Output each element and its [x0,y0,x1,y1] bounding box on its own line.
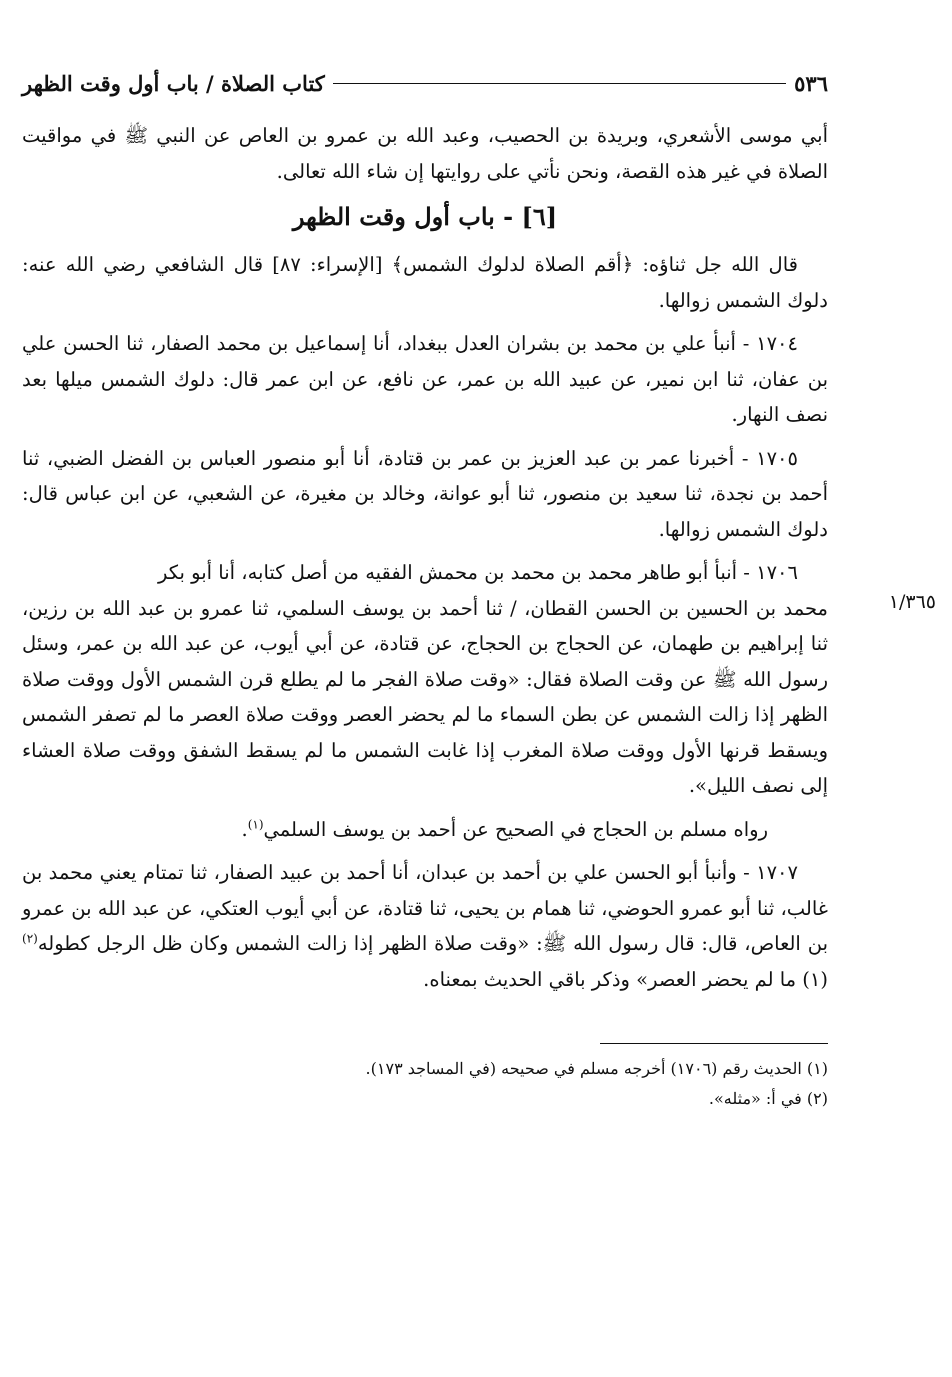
continuation-paragraph: أبي موسى الأشعري، وبريدة بن الحصيب، وعبد الله بن عمرو بن العاص عن النبي ﷺ في مواقيت الصلاة في غير هذه القصة، ونحن نأتي على روايتها إن شاء الله تعالى. [22,124,828,183]
book-page [22,66,936,1114]
intro-paragraph: قال الله جل ثناؤه: ﴿أقم الصلاة لدلوك الشمس﴾ [الإسراء: ٨٧] قال الشافعي رضي الله عنه: دلوك الشمس زوالها. [22,253,828,312]
hadith-1706-block [22,555,936,804]
margin-volume-page-note: ١/٣٦٥ [888,591,936,613]
hadith-1707-text-b: (١) ما لم يحضر العصر» وذكر باقي الحديث بمعناه. [423,967,828,991]
hadith-1705: ١٧٠٥ - أخبرنا عمر بن عبد العزيز بن عمر بن قتادة، أنا أبو منصور العباس بن الفضل الضبي، ثنا أحمد بن نجدة، ثنا سعيد بن منصور، ثنا أبو عوانة، وخالد بن مغيرة، عن الشعبي، عن ابن عباس قال: دلوك الشمس زوالها. [22,446,828,541]
riwaya-end: . [241,817,248,841]
chapter-heading: [٦] - باب أول وقت الظهر [292,202,558,231]
footnote-2: (٢) في أ: «مثله». [708,1089,828,1108]
footnote-rule [600,1043,828,1044]
hadith-1707-text-a: ١٧٠٧ - وأنبأ أبو الحسن علي بن أحمد بن عبدان، أنا أحمد بن عبيد الصفار، ثنا تمتام يعني محمد بن غالب، ثنا أبو عمرو الحوضي، ثنا همام بن يحيى، ثنا قتادة، عن أبي أيوب العتكي، عن عبد الله بن عمرو بن العاص، قال: قال رسول الله ﷺ: «وقت صلاة الظهر إذا زالت الشمس وكان ظل الرجل كطوله [22,861,828,955]
hadith-1706-line-a: ١٧٠٦ - أنبأ أبو طاهر محمد بن محمد بن محمش الفقيه من أصل كتابه، أنا أبو بكر [158,561,798,584]
footnote-ref-1: (١) [247,817,264,831]
page-number: ٥٣٦ [794,70,828,96]
page-header [22,66,828,100]
header-rule [333,83,786,84]
footnote-1: (١) الحديث رقم (١٧٠٦) أخرجه مسلم في صحيحه (في المساجد ١٧٣). [365,1059,828,1078]
running-title: كتاب الصلاة / باب أول وقت الظهر [22,70,325,96]
riwaya-paragraph [22,812,828,848]
hadith-1706-line-b: محمد بن الحسين بن الحسن القطان، / ثنا أحمد بن يوسف السلمي، ثنا عمرو بن عبد الله بن رزين، ثنا إبراهيم بن طهمان، عن الحجاج بن الحجاج، عن قتادة، عن أبي أيوب، عن عبد الله بن عمر، وسئل رسول الله ﷺ عن وقت الصلاة فقال: «وقت صلاة الفجر ما لم يطلع قرن الشمس الأول ووقت صلاة الظهر إذا زالت الشمس عن بطن السماء ما لم يحضر العصر ووقت صلاة العصر ما لم تصفر الشمس ويسقط قرنها الأول ووقت صلاة المغرب إذا غابت الشمس ما لم يسقط الشفق ووقت صلاة العشاء إلى نصف الليل». [22,596,828,797]
footnote-ref-2: (٢) [22,931,38,946]
hadith-1707 [22,855,828,997]
hadith-1704: ١٧٠٤ - أنبأ علي بن محمد بن بشران العدل ببغداد، أنا إسماعيل بن محمد الصفار، ثنا الحسن علي بن عفان، ثنا ابن نمير، عن عبيد الله بن عمر، عن نافع، عن ابن عمر قال: دلوك الشمس ميلها بعد نصف النهار. [22,332,828,426]
riwaya-text: رواه مسلم بن الحجاج في الصحيح عن أحمد بن يوسف السلمي [263,817,768,841]
